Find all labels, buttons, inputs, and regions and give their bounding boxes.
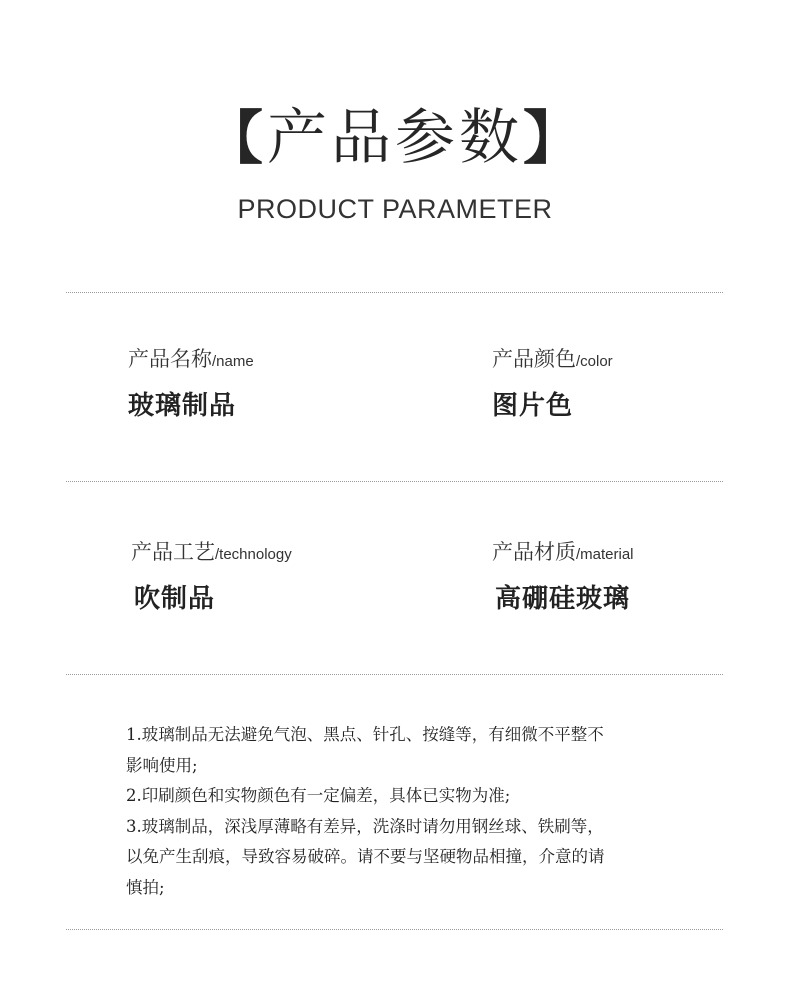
- note-line: 2.印刷颜色和实物颜色有一定偏差，具体已实物为准;: [126, 786, 511, 805]
- param-color-value: 图片色: [492, 391, 574, 421]
- param-name-value: 玻璃制品: [128, 391, 237, 421]
- param-material: [492, 539, 634, 615]
- param-material-label: [492, 539, 634, 568]
- divider: [66, 292, 723, 293]
- divider: [66, 674, 723, 675]
- param-technology: [131, 539, 292, 615]
- param-name-label-en: /name: [212, 353, 254, 370]
- note-line: 慎拍;: [126, 877, 165, 897]
- divider: [66, 929, 723, 930]
- title-bracket-close: 】: [523, 104, 586, 172]
- param-name: [128, 346, 254, 422]
- param-color-label-en: /color: [576, 353, 613, 370]
- notes-block: [126, 720, 666, 903]
- param-technology-label-en: /technology: [215, 546, 292, 563]
- param-name-label: [128, 346, 254, 375]
- title-bracket-open: 【: [204, 104, 267, 172]
- param-material-label-en: /material: [576, 546, 634, 563]
- param-technology-label: [131, 539, 292, 568]
- param-material-label-cn: 产品材质: [492, 540, 576, 564]
- page-title: [0, 98, 790, 178]
- note-line: 以免产生刮痕，导致容易破碎。请不要与坚硬物品相撞，介意的请: [126, 847, 605, 866]
- param-color: [492, 346, 613, 422]
- param-material-value: 高硼硅玻璃: [495, 584, 631, 614]
- param-color-label-cn: 产品颜色: [492, 347, 576, 371]
- param-color-label: [492, 346, 613, 375]
- param-technology-value: 吹制品: [134, 584, 216, 614]
- divider: [66, 481, 723, 482]
- note-line: 3.玻璃制品，深浅厚薄略有差异，洗涤时请勿用钢丝球、铁刷等，: [126, 816, 604, 836]
- param-technology-label-cn: 产品工艺: [131, 540, 215, 564]
- page-subtitle: PRODUCT PARAMETER: [237, 194, 553, 224]
- note-line: 影响使用;: [126, 755, 198, 775]
- title-text: 产品参数: [267, 103, 523, 173]
- param-name-label-cn: 产品名称: [128, 347, 212, 371]
- note-line: 1.玻璃制品无法避免气泡、黑点、针孔、按缝等，有细微不平整不: [126, 725, 604, 744]
